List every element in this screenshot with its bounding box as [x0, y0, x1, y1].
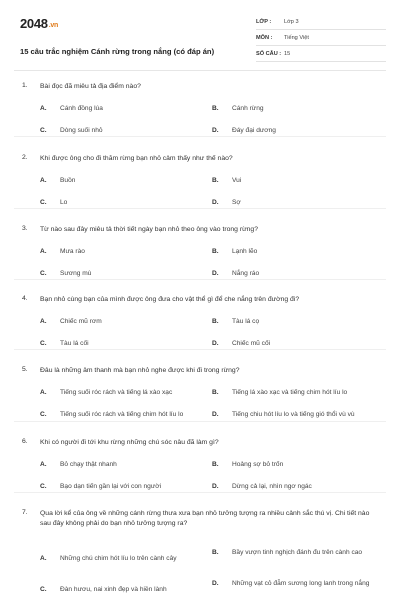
option-d[interactable] [212, 482, 312, 492]
option-text: Dòng suối nhỏ [60, 127, 103, 134]
option-letter: B. [212, 318, 219, 325]
option-letter: B. [212, 248, 219, 255]
option-letter: A. [40, 177, 47, 184]
option-text: Mưa rào [60, 248, 85, 255]
option-text: Buồn [60, 177, 76, 184]
option-text: Tiếng chiu hót líu lo và tiếng gió thổi vù vù [232, 411, 355, 418]
meta-row-count [256, 46, 386, 62]
option-letter: C. [40, 127, 47, 134]
option-a[interactable] [40, 317, 102, 327]
option-d[interactable] [212, 579, 372, 589]
option-text: Dừng cả lại, nhìn ngơ ngác [232, 483, 312, 490]
option-c[interactable] [40, 410, 183, 420]
option-b[interactable] [212, 548, 372, 558]
option-b[interactable] [212, 176, 241, 186]
option-text: Tiếng lá xào xạc và tiếng chim hót líu lo [232, 389, 348, 396]
option-c[interactable] [40, 126, 103, 136]
option-letter: A. [40, 105, 47, 112]
option-letter: D. [212, 580, 219, 587]
option-b[interactable] [212, 317, 259, 327]
option-b[interactable] [212, 388, 347, 398]
meta-row-subject [256, 30, 386, 46]
meta-table [256, 14, 386, 62]
option-text: Những chú chim hót líu lo trên cành cây [60, 555, 177, 562]
option-d[interactable] [212, 339, 270, 349]
meta-row-class [256, 14, 386, 30]
option-text: Tàu lá cối [60, 340, 89, 347]
option-letter: C. [40, 586, 47, 593]
option-text: Đáy đại dương [232, 127, 276, 134]
option-text: Những vạt cỏ đẫm sương long lanh trong nắng [232, 580, 370, 587]
option-letter: B. [212, 461, 219, 468]
option-letter: C. [40, 483, 47, 490]
option-a[interactable] [40, 554, 177, 564]
option-letter: D. [212, 270, 219, 277]
question-text: Bài đọc đã miêu tả địa điểm nào? [40, 83, 141, 90]
question-number: 1. [22, 82, 28, 89]
question-number: 5. [22, 366, 28, 373]
option-d[interactable] [212, 126, 276, 136]
meta-value: Lớp 3 [284, 18, 299, 25]
option-letter: A. [40, 318, 47, 325]
meta-value: 15 [284, 50, 291, 57]
option-text: Bỏ chạy thật nhanh [60, 461, 117, 468]
option-letter: D. [212, 483, 219, 490]
option-text: Tiếng suối róc rách và tiếng chim hót líu lo [60, 411, 184, 418]
option-letter: D. [212, 340, 219, 347]
question-text: Khi có người đi tới khu rừng những chú sóc nâu đã làm gì? [40, 439, 219, 446]
header [18, 14, 384, 66]
option-letter: D. [212, 411, 219, 418]
question-text: Từ nào sau đây miêu tả thời tiết ngày bạn nhỏ theo ông vào trong rừng? [40, 226, 258, 233]
question-divider [14, 279, 386, 280]
question-number: 6. [22, 438, 28, 445]
option-text: Cánh đồng lúa [60, 105, 103, 112]
question-text: Đâu là những âm thanh mà bạn nhỏ nghe được khi đi trong rừng? [40, 367, 240, 374]
question-divider [14, 492, 386, 493]
option-text: Sợ [232, 199, 241, 206]
option-letter: C. [40, 270, 47, 277]
option-text: Đàn hươu, nai xinh đẹp và hiền lành [60, 586, 167, 593]
option-letter: D. [212, 127, 219, 134]
header-divider [14, 70, 386, 71]
option-a[interactable] [40, 176, 75, 186]
option-d[interactable] [212, 410, 355, 420]
option-c[interactable] [40, 269, 91, 279]
meta-key: LỚP : [256, 18, 272, 25]
option-text: Sương mù [60, 270, 92, 277]
option-a[interactable] [40, 104, 103, 114]
option-letter: B. [212, 549, 219, 556]
option-text: Bạo dạn tiến gần lại với con người [60, 483, 162, 490]
option-b[interactable] [212, 247, 257, 257]
option-text: Vui [232, 177, 242, 184]
question-divider [14, 421, 386, 422]
question-number: 4. [22, 295, 28, 302]
option-letter: B. [212, 177, 219, 184]
logo-text: 2048 [20, 16, 48, 31]
question-text: Bạn nhỏ cùng bạn của mình được ông đưa cho vật thể gì để che nắng trên đường đi? [40, 296, 300, 303]
option-text: Nắng ráo [232, 270, 260, 277]
option-letter: A. [40, 248, 47, 255]
option-b[interactable] [212, 104, 264, 114]
meta-value: Tiếng Việt [284, 34, 309, 41]
option-letter: C. [40, 411, 47, 418]
option-text: Tiếng suối róc rách và tiếng lá xào xạc [60, 389, 173, 396]
option-c[interactable] [40, 482, 161, 492]
option-text: Cánh rừng [232, 105, 264, 112]
question-divider [14, 136, 386, 137]
option-letter: A. [40, 389, 47, 396]
option-letter: C. [40, 340, 47, 347]
question-number: 2. [22, 154, 28, 161]
option-c[interactable] [40, 339, 89, 349]
meta-key: SỐ CÂU : [256, 50, 282, 57]
option-text: Tàu lá cọ [232, 318, 260, 325]
option-letter: A. [40, 461, 47, 468]
question-text: Khi được ông cho đi thăm rừng bạn nhỏ cảm thấy như thế nào? [40, 155, 233, 162]
option-a[interactable] [40, 247, 85, 257]
logo-suffix: .vn [48, 22, 58, 29]
option-letter: C. [40, 199, 47, 206]
option-letter: A. [40, 555, 47, 562]
question-text: Qua lời kể của ông về những cánh rừng thưa xưa bạn nhỏ tưởng tượng ra nhiều cảnh sắc thú vị. Chi tiết nào sau đây không phải do bạn nhỏ tưởng tượng ra? [40, 510, 370, 527]
option-letter: B. [212, 389, 219, 396]
option-text: Chiếc mũ rơm [60, 318, 102, 325]
option-d[interactable] [212, 269, 259, 279]
option-a[interactable] [40, 388, 172, 398]
meta-key: MÔN : [256, 34, 273, 41]
question-divider [14, 349, 386, 350]
option-text: Lo [60, 199, 68, 206]
question-number: 7. [22, 509, 28, 516]
question-divider [14, 208, 386, 209]
option-text: Lạnh lẽo [232, 248, 258, 255]
question-number: 3. [22, 225, 28, 232]
option-text: Hoảng sợ bỏ trốn [232, 461, 284, 468]
option-letter: B. [212, 105, 219, 112]
site-logo[interactable] [20, 16, 58, 31]
option-b[interactable] [212, 460, 283, 470]
option-d[interactable] [212, 198, 241, 208]
option-c[interactable] [40, 198, 67, 208]
document-title: 15 câu trắc nghiệm Cánh rừng trong nắng (có đáp án) [20, 47, 215, 56]
option-text: Bầy vượn tinh nghịch đánh đu trên cành cao [232, 549, 363, 556]
option-a[interactable] [40, 460, 117, 470]
option-c[interactable] [40, 585, 167, 595]
option-text: Chiếc mũ cối [232, 340, 271, 347]
option-letter: D. [212, 199, 219, 206]
